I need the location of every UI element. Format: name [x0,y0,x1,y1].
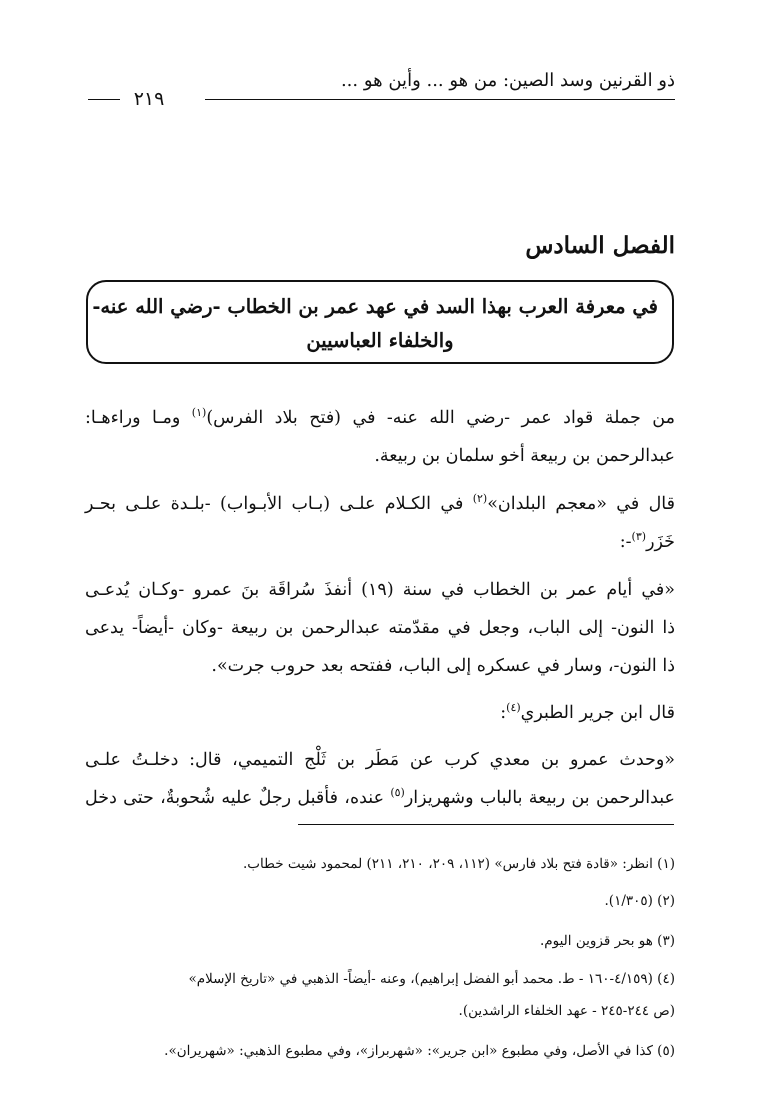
text-run: قال ابن جرير الطبري [520,703,675,723]
text-run: قال في «معجم البلدان» [487,494,675,514]
running-title: ذو القرنين وسد الصين: من هو ... وأين هو ... [340,70,675,91]
paragraph-2-line-2 [85,529,675,555]
paragraph-3-line-1: «في أيام عمر بن الخطاب في سنة (١٩) أنفذَ سُراقَة بنَ عمرو -وكـان يُدعـى [85,580,675,600]
text-run: خَزَر [646,532,675,552]
text-run: عنده، فأقبل رجلٌ عليه شُحوبةٌ، حتى دخل [85,788,391,808]
chapter-heading: الفصل السادس [525,232,675,259]
footnote-ref-3[interactable]: (٣) [631,530,647,544]
paragraph-2-line-1 [85,491,675,517]
chapter-title-box [86,280,674,364]
paragraph-3-line-3: ذا النون-، وسار في عسكره إلى الباب، ففتحه بعد حروب جرت». [211,656,675,676]
chapter-title-line-2: والخلفاء العباسيين [306,329,454,352]
footnote-ref-1[interactable]: (١) [191,406,207,420]
chapter-title-line-1: في معرفة العرب بهذا السد في عهد عمر بن الخطاب -رضي الله عنه- [92,295,658,318]
paragraph-1-line-1 [85,405,675,431]
header-rule-right [205,99,675,100]
footnote-4-continued: (ص ٢٤٤-٢٤٥ - عهد الخلفاء الراشدين). [458,1003,675,1019]
text-run: ومـا وراءهـا: [85,408,192,428]
paragraph-5-line-1: «وحدث عمرو بن معدي كرب عن مَطَر بن ثَلْج التميمي، قال: دخلـتُ علـى [85,750,675,770]
paragraph-1-line-2: عبدالرحمن بن ربيعة أخو سلمان بن ربيعة. [374,446,675,466]
footnote-ref-4[interactable]: (٤) [506,701,521,715]
footnote-5: (٥) كذا في الأصل، وفي مطبوع «ابن جرير»: «شهربراز»، وفي مطبوع الذهبي: «شهريران». [164,1043,675,1059]
footnote-ref-2[interactable]: (٢) [472,492,488,506]
footnote-4: (٤) (٤/١٥٩-١٦٠ - ط. محمد أبو الفضل إبراهيم)، وعنه -أيضاً- الذهبي في «تاريخ الإسلام» [188,971,675,987]
text-run: في الكـلام علـى (بـاب الأبـواب) -بلـدة علـى بحـر [85,494,473,514]
footnote-3: (٣) هو بحر قزوين اليوم. [539,933,675,949]
text-run: عبدالرحمن بن ربيعة بالباب وشهريزار [404,788,675,808]
paragraph-5-line-2 [85,785,675,811]
paragraph-4-line-1 [85,700,675,726]
footnote-1: (١) انظر: «قادة فتح بلاد فارس» (١١٢، ٢٠٩، ٢١٠، ٢١١) لمحمود شيت خطاب. [243,856,675,872]
text-run: : [500,703,507,723]
page-number: ٢١٩ [120,88,178,110]
footnote-ref-5[interactable]: (٥) [390,786,405,800]
footnote-2: (٢) (١/٣٠٥). [604,893,675,909]
text-run: من جملة قواد عمر -رضي الله عنه- في (فتح بلاد الفرس) [206,408,675,428]
text-run: -: [619,532,632,552]
paragraph-3-line-2: ذا النون- إلى الباب، وجعل في مقدّمته عبدالرحمن بن ربيعة -وكان -أيضاً- يدعى [85,618,675,638]
footnote-separator [298,824,674,825]
